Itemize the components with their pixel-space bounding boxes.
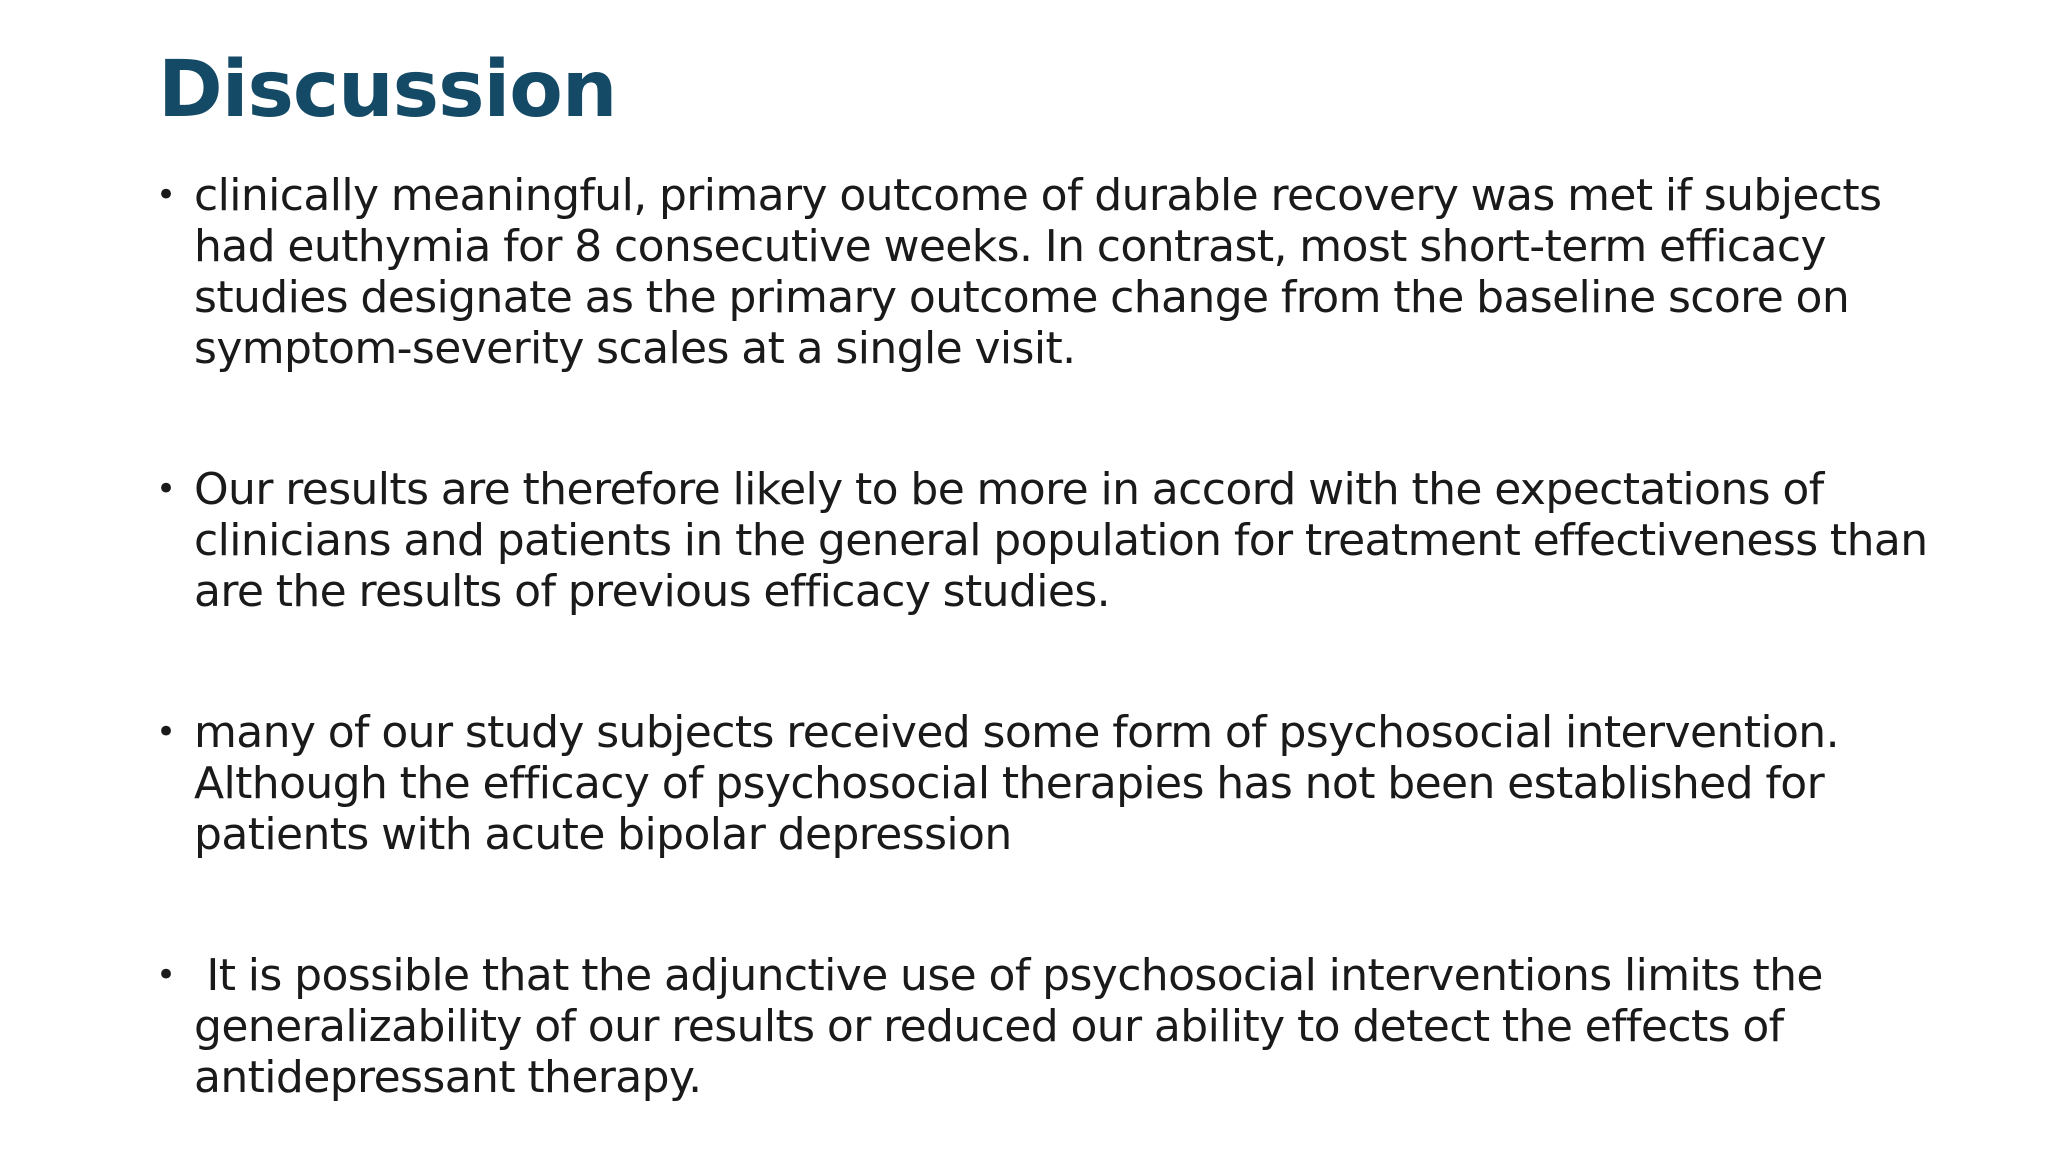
bullet-dot-icon: •: [156, 175, 176, 215]
bullet-dot-icon: •: [156, 712, 176, 752]
bullet-line: It is possible that the adjunctive use of psychosocial interventions limits the: [194, 950, 1823, 1001]
bullet-list: [150, 170, 2010, 1103]
bullet-text: [194, 464, 2010, 617]
bullet-item-2: [150, 464, 2010, 617]
slide-title: Discussion: [158, 45, 617, 135]
bullet-text: [194, 170, 2010, 374]
bullet-item-1: [150, 170, 2010, 374]
bullet-line: generalizability of our results or reduced our ability to detect the effects of: [194, 1001, 1784, 1052]
bullet-line: had euthymia for 8 consecutive weeks. In contrast, most short-term efficacy: [194, 221, 1826, 272]
bullet-line: many of our study subjects received some form of psychosocial intervention.: [194, 707, 1839, 758]
bullet-line: clinicians and patients in the general population for treatment effectiveness than: [194, 515, 1928, 566]
bullet-item-4: [150, 950, 2010, 1103]
bullet-line: clinically meaningful, primary outcome of durable recovery was met if subjects: [194, 170, 1882, 221]
bullet-line: Although the efficacy of psychosocial therapies has not been established for: [194, 758, 1825, 809]
bullet-line: Our results are therefore likely to be more in accord with the expectations of: [194, 464, 1824, 515]
bullet-text: [194, 707, 2010, 860]
bullet-line: symptom-severity scales at a single visit.: [194, 323, 1076, 374]
bullet-text: [194, 950, 2010, 1103]
bullet-item-3: [150, 707, 2010, 860]
bullet-line: antidepressant therapy.: [194, 1052, 702, 1103]
bullet-line: studies designate as the primary outcome change from the baseline score on: [194, 272, 1850, 323]
bullet-dot-icon: •: [156, 469, 176, 509]
bullet-line: are the results of previous efficacy studies.: [194, 566, 1111, 617]
bullet-line: patients with acute bipolar depression: [194, 809, 1012, 860]
bullet-dot-icon: •: [156, 955, 176, 995]
